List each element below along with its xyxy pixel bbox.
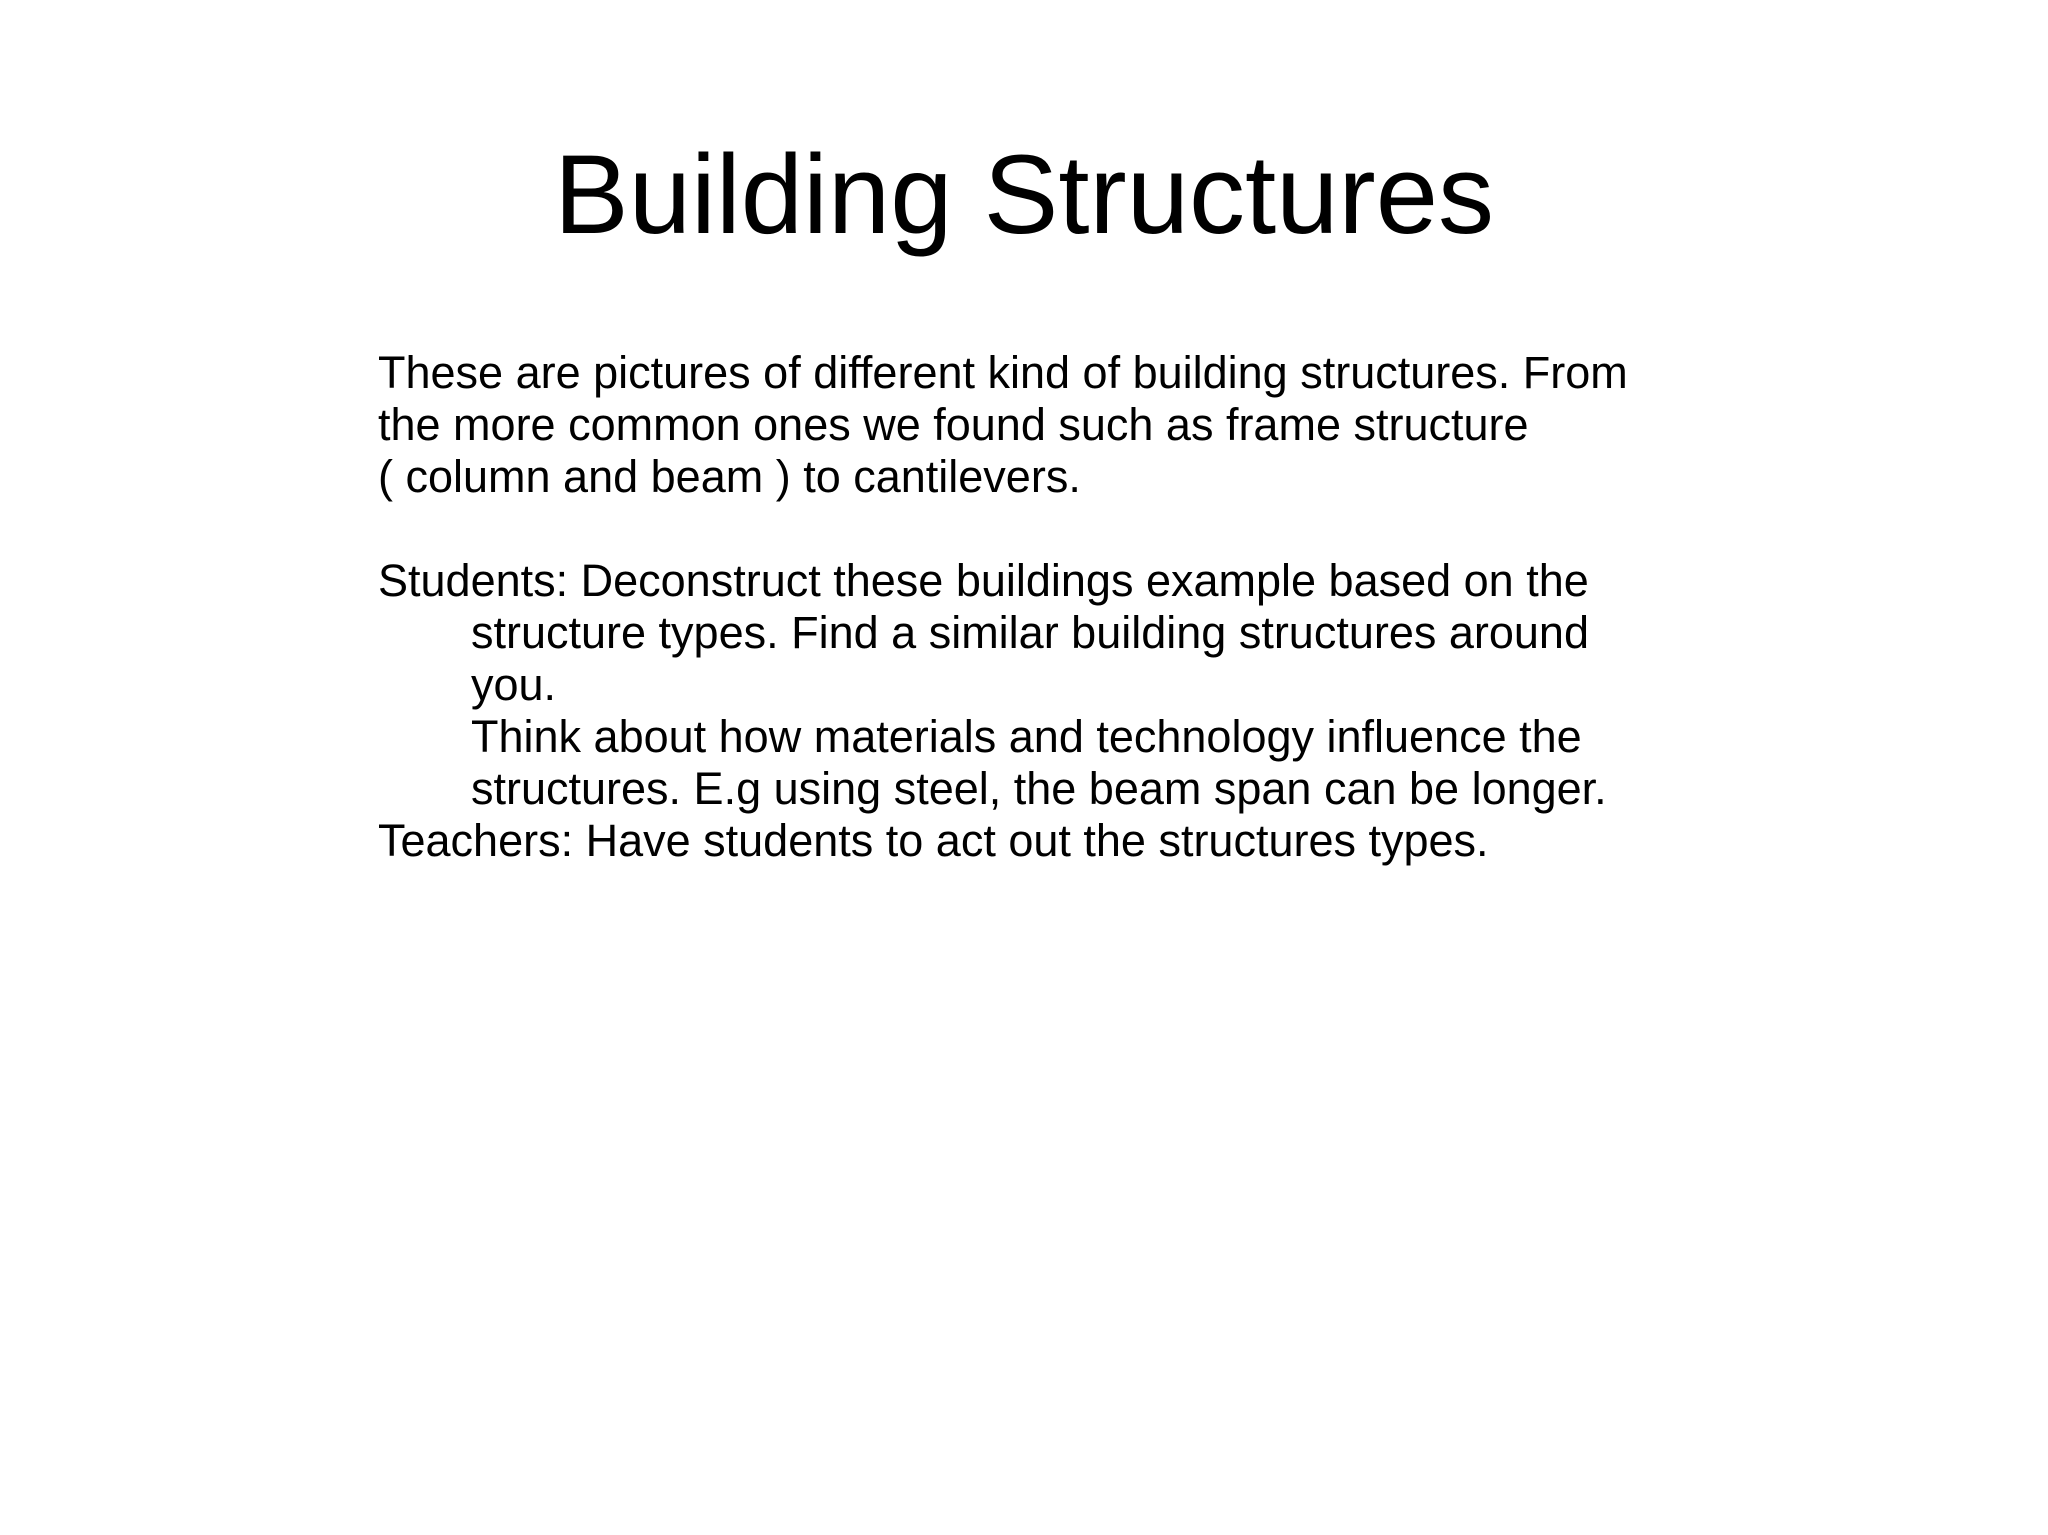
intro-line-2: the more common ones we found such as frame structure [378,399,1529,450]
paragraph-gap [378,503,1718,555]
students-line-5: structures. E.g using steel, the beam span can be longer. [471,763,1607,814]
students-line-1: Students: Deconstruct these buildings example based on the [378,555,1589,606]
intro-line-1: These are pictures of different kind of building structures. From [378,347,1628,398]
teachers-line: Teachers: Have students to act out the structures types. [378,815,1489,866]
students-line-3: you. [471,659,557,710]
students-line-2: structure types. Find a similar building structures around [471,607,1589,658]
slide-title: Building Structures [553,132,1495,257]
slide-body [378,347,1718,867]
intro-line-3: ( column and beam ) to cantilevers. [378,451,1081,502]
students-line-4: Think about how materials and technology influence the [471,711,1582,762]
